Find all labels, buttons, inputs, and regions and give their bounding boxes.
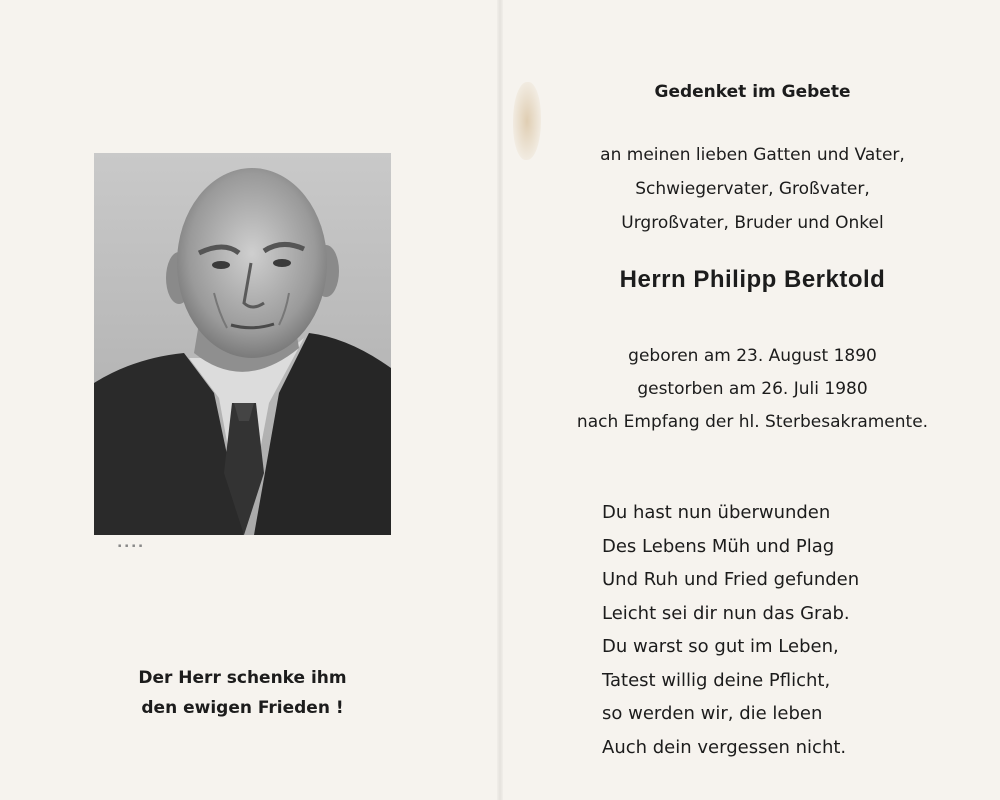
poem xyxy=(602,496,859,764)
blessing-line: Der Herr schenke ihm xyxy=(138,668,347,688)
blessing-caption xyxy=(94,663,391,723)
portrait-photo xyxy=(94,153,391,535)
poem-line: Du warst so gut im Leben, xyxy=(602,636,839,657)
dedication xyxy=(505,138,1000,240)
blessing-line: den ewigen Frieden ! xyxy=(141,698,344,718)
poem-line: Und Ruh und Fried gefunden xyxy=(602,569,860,590)
heading: Gedenket im Gebete xyxy=(654,82,851,102)
dedication-line: Urgroßvater, Bruder und Onkel xyxy=(621,213,884,233)
poem-line: Du hast nun überwunden xyxy=(602,502,831,523)
poem-line: Auch dein vergessen nicht. xyxy=(602,736,847,758)
poem-line: Des Lebens Müh und Plag xyxy=(602,535,835,557)
photo-credit-mark: ▪ ▪ ▪ ▪ xyxy=(118,543,144,549)
dedication-line: Schwiegervater, Großvater, xyxy=(635,179,870,199)
death-date-line: gestorben am 26. Juli 1980 xyxy=(637,379,868,399)
life-dates xyxy=(505,340,1000,439)
deceased-name: Herrn Philipp Berktold xyxy=(619,266,886,293)
poem-line: Leicht sei dir nun das Grab. xyxy=(602,602,850,624)
dedication-line: an meinen lieben Gatten und Vater, xyxy=(600,145,905,165)
card-fold xyxy=(497,0,503,800)
sacraments-line: nach Empfang der hl. Sterbesakramente. xyxy=(576,412,929,432)
birth-date-line: geboren am 23. August 1890 xyxy=(628,346,877,366)
poem-line: so werden wir, die leben xyxy=(602,703,823,724)
poem-line: Tatest willig deine Pflicht, xyxy=(602,669,831,691)
